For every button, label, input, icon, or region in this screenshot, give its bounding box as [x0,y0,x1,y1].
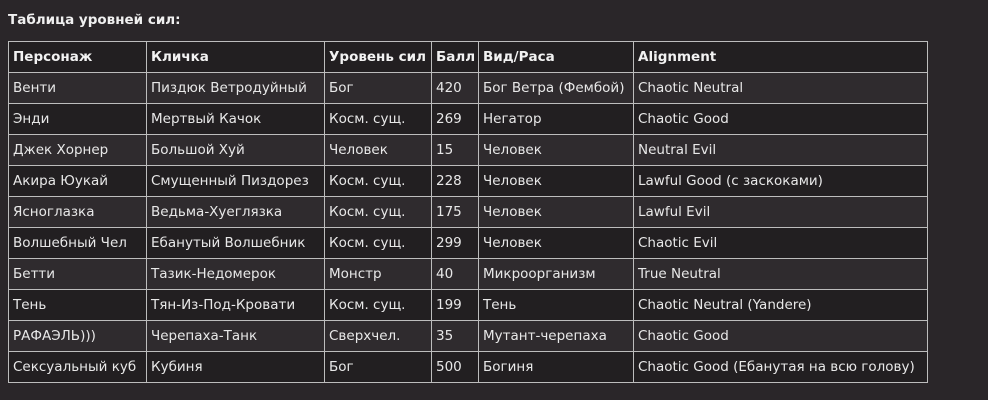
cell-nickname: Кубиня [147,352,325,383]
cell-nickname: Ведьма-Хуеглязка [147,197,325,228]
cell-alignment: True Neutral [634,259,928,290]
table-row [9,104,928,135]
cell-alignment: Chaotic Good [634,321,928,352]
cell-character: Тень [9,290,147,321]
cell-character: Энди [9,104,147,135]
cell-power-level: Человек [325,135,432,166]
header-score: Балл [432,42,479,73]
cell-species: Бог Ветра (Фембой) [479,73,634,104]
cell-score: 15 [432,135,479,166]
table-row [9,352,928,383]
cell-character: Ясноглазка [9,197,147,228]
cell-score: 228 [432,166,479,197]
header-character: Персонаж [9,42,147,73]
cell-power-level: Бог [325,352,432,383]
cell-alignment: Chaotic Evil [634,228,928,259]
cell-nickname: Мертвый Качок [147,104,325,135]
cell-alignment: Lawful Good (с заскоками) [634,166,928,197]
table-row [9,321,928,352]
cell-nickname: Ебанутый Волшебник [147,228,325,259]
cell-character: Сексуальный куб [9,352,147,383]
cell-nickname: Черепаха-Танк [147,321,325,352]
cell-alignment: Chaotic Neutral [634,73,928,104]
cell-species: Человек [479,228,634,259]
cell-character: Акира Юукай [9,166,147,197]
cell-species: Богиня [479,352,634,383]
cell-score: 35 [432,321,479,352]
cell-nickname: Смущенный Пиздорез [147,166,325,197]
table-row [9,135,928,166]
cell-species: Тень [479,290,634,321]
cell-character: Волшебный Чел [9,228,147,259]
cell-species: Человек [479,166,634,197]
cell-power-level: Монстр [325,259,432,290]
cell-species: Негатор [479,104,634,135]
header-nickname: Кличка [147,42,325,73]
header-power-level: Уровень сил [325,42,432,73]
cell-score: 199 [432,290,479,321]
header-alignment: Alignment [634,42,928,73]
cell-species: Микроорганизм [479,259,634,290]
cell-power-level: Косм. сущ. [325,290,432,321]
cell-score: 500 [432,352,479,383]
cell-character: Бетти [9,259,147,290]
table-row [9,290,928,321]
cell-nickname: Пиздюк Ветродуйный [147,73,325,104]
cell-nickname: Тазик-Недомерок [147,259,325,290]
cell-species: Мутант-черепаха [479,321,634,352]
cell-character: РАФАЭЛЬ))) [9,321,147,352]
cell-character: Венти [9,73,147,104]
table-row [9,259,928,290]
cell-alignment: Chaotic Good [634,104,928,135]
cell-nickname: Большой Хуй [147,135,325,166]
cell-power-level: Косм. сущ. [325,166,432,197]
cell-nickname: Тян-Из-Под-Кровати [147,290,325,321]
cell-power-level: Косм. сущ. [325,228,432,259]
cell-alignment: Lawful Evil [634,197,928,228]
cell-alignment: Chaotic Neutral (Yandere) [634,290,928,321]
cell-character: Джек Хорнер [9,135,147,166]
cell-power-level: Косм. сущ. [325,197,432,228]
table-row [9,197,928,228]
cell-score: 269 [432,104,479,135]
cell-power-level: Бог [325,73,432,104]
cell-score: 175 [432,197,479,228]
cell-score: 420 [432,73,479,104]
cell-alignment: Neutral Evil [634,135,928,166]
cell-score: 40 [432,259,479,290]
cell-species: Человек [479,197,634,228]
cell-power-level: Сверхчел. [325,321,432,352]
table-row [9,228,928,259]
header-species: Вид/Раса [479,42,634,73]
table-row [9,73,928,104]
cell-alignment: Chaotic Good (Ебанутая на всю голову) [634,352,928,383]
table-row [9,166,928,197]
cell-species: Человек [479,135,634,166]
cell-score: 299 [432,228,479,259]
cell-power-level: Косм. сущ. [325,104,432,135]
table-header-row [9,42,928,73]
table-title: Таблица уровней сил: [8,12,181,28]
power-levels-table [8,41,928,383]
